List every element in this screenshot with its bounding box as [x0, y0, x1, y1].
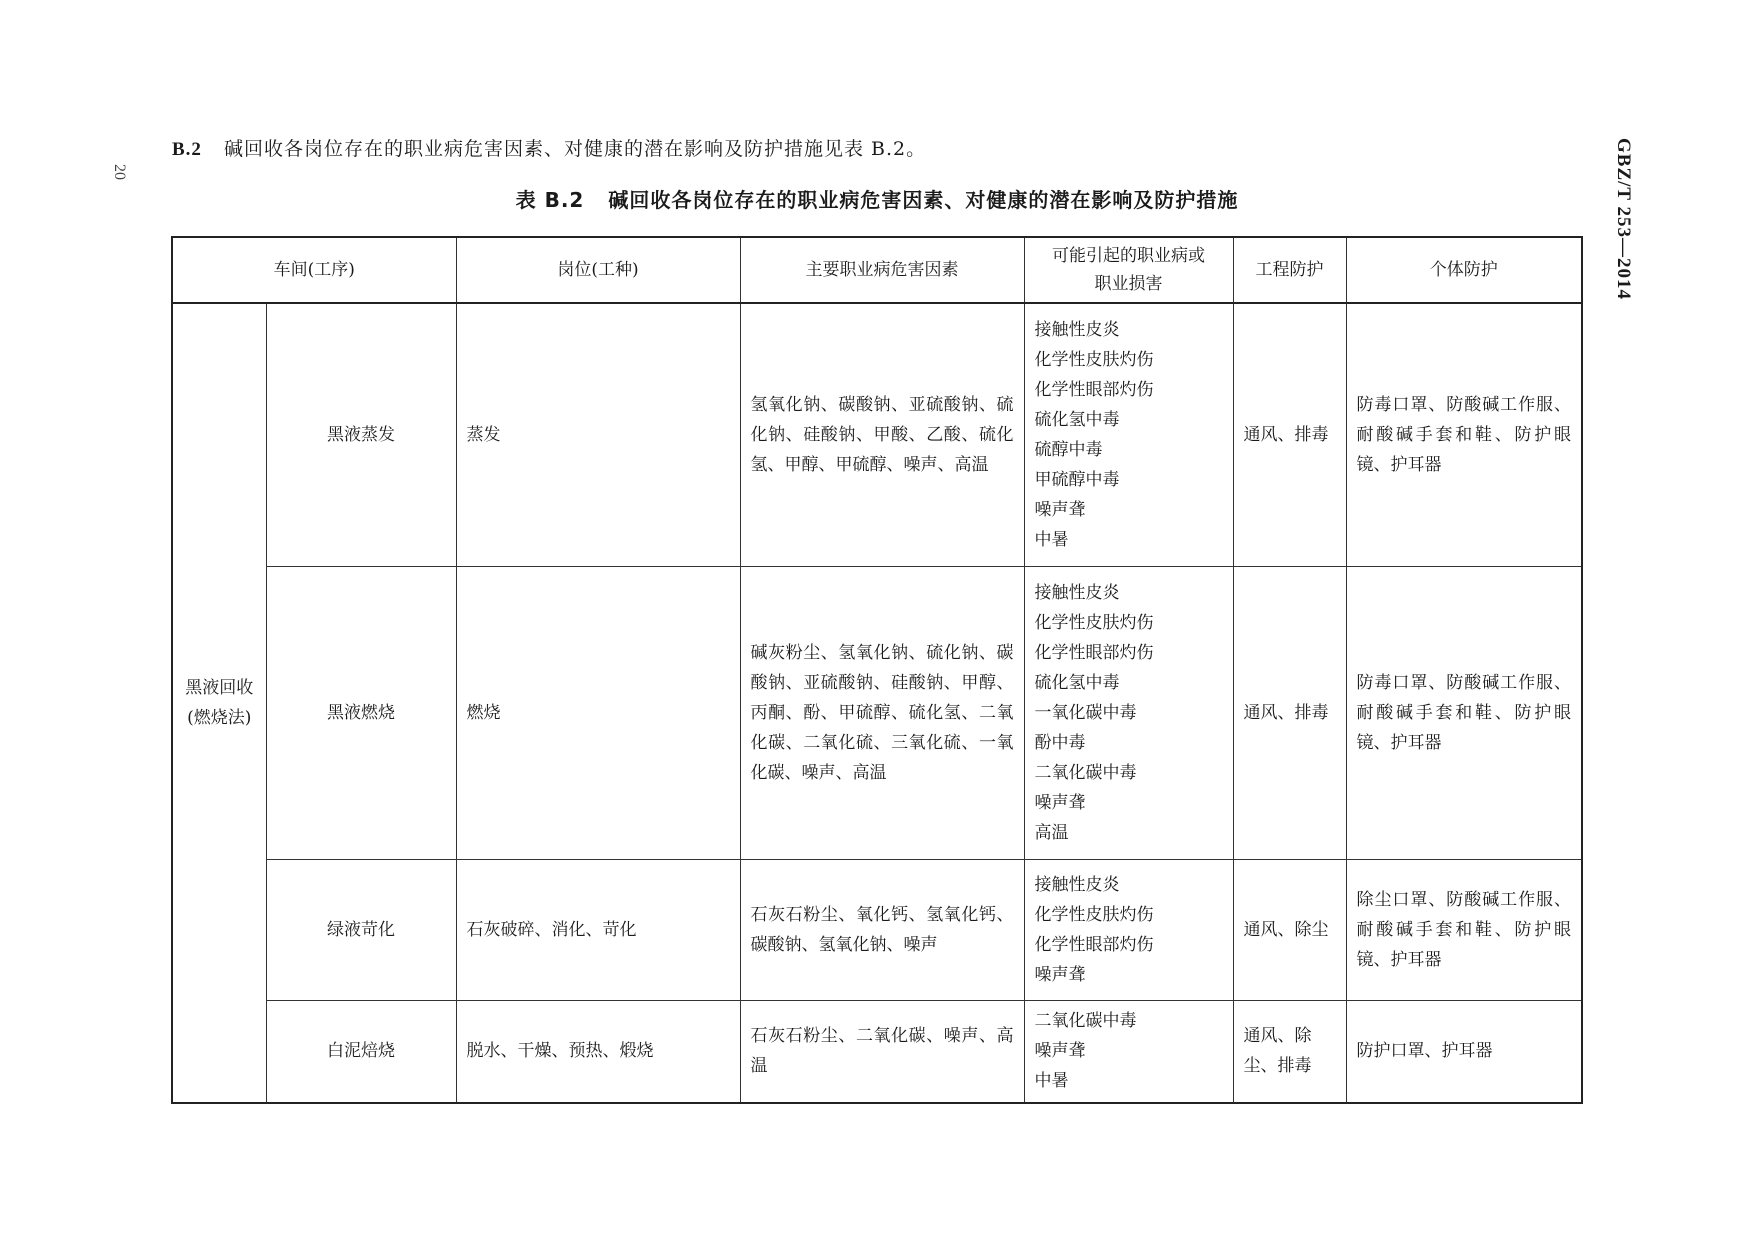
- header-diseases-line2: 职业损害: [1094, 274, 1163, 294]
- disease-item: 噪声聋: [1034, 1041, 1086, 1062]
- engineering-cell: 通风、除尘、排毒: [1233, 1000, 1346, 1103]
- hazard-table: [171, 236, 1583, 1104]
- post-cell: 石灰破碎、消化、苛化: [456, 859, 740, 1000]
- post-cell: 蒸发: [456, 303, 740, 566]
- personal-cell: 防毒口罩、防酸碱工作服、耐酸碱手套和鞋、防护眼镜、护耳器: [1346, 566, 1582, 859]
- table-caption-title: 碱回收各岗位存在的职业病危害因素、对健康的潜在影响及防护措施: [608, 188, 1239, 212]
- group-cell: [172, 303, 266, 1103]
- disease-item: 高温: [1034, 822, 1069, 843]
- disease-item: 硫化氢中毒: [1034, 672, 1120, 693]
- table-row: [172, 303, 1582, 566]
- header-personal: 个体防护: [1346, 237, 1582, 303]
- page-number: 20: [111, 164, 128, 180]
- disease-item: 化学性皮肤灼伤: [1034, 349, 1154, 370]
- header-post: 岗位(工种): [456, 237, 740, 303]
- disease-item: 一氧化碳中毒: [1034, 702, 1137, 723]
- intro-paragraph: [172, 134, 926, 161]
- diseases-cell: [1024, 566, 1233, 859]
- engineering-cell: 通风、排毒: [1233, 566, 1346, 859]
- disease-item: 噪声聋: [1034, 964, 1086, 985]
- disease-item: 接触性皮炎: [1034, 319, 1120, 340]
- post-cell: 燃烧: [456, 566, 740, 859]
- personal-cell: 防护口罩、护耳器: [1346, 1000, 1582, 1103]
- diseases-cell: [1024, 303, 1233, 566]
- personal-cell: 除尘口罩、防酸碱工作服、耐酸碱手套和鞋、防护眼镜、护耳器: [1346, 859, 1582, 1000]
- disease-item: 噪声聋: [1034, 499, 1086, 520]
- disease-item: 二氧化碳中毒: [1034, 762, 1137, 783]
- subworkshop-cell: 绿液苛化: [266, 859, 456, 1000]
- disease-item: 化学性皮肤灼伤: [1034, 904, 1154, 925]
- disease-item: 接触性皮炎: [1034, 874, 1120, 895]
- hazards-cell: 石灰石粉尘、二氧化碳、噪声、高温: [740, 1000, 1024, 1103]
- disease-item: 化学性眼部灼伤: [1034, 379, 1154, 400]
- personal-cell: 防毒口罩、防酸碱工作服、耐酸碱手套和鞋、防护眼镜、护耳器: [1346, 303, 1582, 566]
- disease-item: 二氧化碳中毒: [1034, 1011, 1137, 1032]
- diseases-cell: [1024, 1000, 1233, 1103]
- header-diseases-line1: 可能引起的职业病或: [1052, 246, 1206, 266]
- diseases-cell: [1024, 859, 1233, 1000]
- post-cell: 脱水、干燥、预热、煅烧: [456, 1000, 740, 1103]
- disease-item: 酚中毒: [1034, 732, 1086, 753]
- subworkshop-cell: 黑液蒸发: [266, 303, 456, 566]
- intro-section-number: B.2: [172, 139, 202, 160]
- engineering-cell: 通风、排毒: [1233, 303, 1346, 566]
- disease-item: 中暑: [1034, 1071, 1069, 1092]
- disease-item: 甲硫醇中毒: [1034, 469, 1120, 490]
- table-row: [172, 859, 1582, 1000]
- subworkshop-cell: 白泥焙烧: [266, 1000, 456, 1103]
- header-hazards: 主要职业病危害因素: [740, 237, 1024, 303]
- standard-code: GBZ/T 253—2014: [1613, 138, 1634, 300]
- hazards-cell: 氢氧化钠、碳酸钠、亚硫酸钠、硫化钠、硅酸钠、甲酸、乙酸、硫化氢、甲醇、甲硫醇、噪声、高温: [740, 303, 1024, 566]
- header-engineering: 工程防护: [1233, 237, 1346, 303]
- disease-item: 化学性眼部灼伤: [1034, 642, 1154, 663]
- disease-item: 噪声聋: [1034, 792, 1086, 813]
- group-line1: 黑液回收: [185, 678, 254, 698]
- hazards-cell: 石灰石粉尘、氧化钙、氢氧化钙、碳酸钠、氢氧化钠、噪声: [740, 859, 1024, 1000]
- disease-item: 化学性眼部灼伤: [1034, 934, 1154, 955]
- table-header-row: [172, 237, 1582, 303]
- disease-item: 化学性皮肤灼伤: [1034, 612, 1154, 633]
- disease-item: 硫醇中毒: [1034, 439, 1103, 460]
- disease-item: 中暑: [1034, 529, 1069, 550]
- group-line2: (燃烧法): [187, 708, 252, 728]
- hazards-cell: 碱灰粉尘、氢氧化钠、硫化钠、碳酸钠、亚硫酸钠、硅酸钠、甲醇、丙酮、酚、甲硫醇、硫化氢、二氧化碳、二氧化硫、三氧化硫、一氧化碳、噪声、高温: [740, 566, 1024, 859]
- table-caption: [0, 184, 1754, 213]
- disease-item: 接触性皮炎: [1034, 582, 1120, 603]
- engineering-cell: 通风、除尘: [1233, 859, 1346, 1000]
- header-diseases: [1024, 237, 1233, 303]
- table-row: [172, 566, 1582, 859]
- table-caption-number: 表 B.2: [515, 188, 585, 212]
- subworkshop-cell: 黑液燃烧: [266, 566, 456, 859]
- header-workshop: 车间(工序): [172, 237, 456, 303]
- table-row: [172, 1000, 1582, 1103]
- disease-item: 硫化氢中毒: [1034, 409, 1120, 430]
- intro-text: 碱回收各岗位存在的职业病危害因素、对健康的潜在影响及防护措施见表 B.2。: [223, 138, 927, 160]
